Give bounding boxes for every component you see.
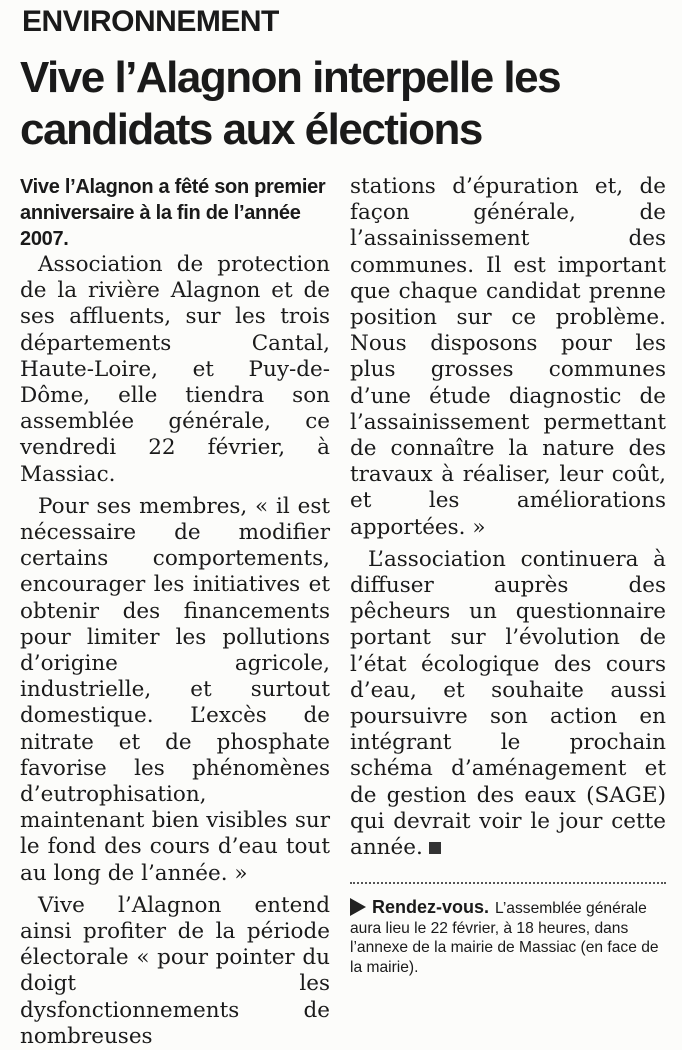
paragraph-association-plans-text: L’association continuera à diffuser auprès des pêcheurs un questionnaire portant sur l’évolution de l’état écologique des cours d’eau, et souhaite aussi poursuivre son action en intégrant le prochain schéma d’aménagement et de gestion des eaux (SAGE) qui devrait voir le jour cette année. [350, 546, 666, 861]
paragraph-election-continued: stations d’épuration et, de façon générale, de l’assainissement des communes. Il est important que chaque candidat prenne position sur ce problème. Nous disposons pour les plus grosses communes d’une étude diagnostic de l’assainissement permettant de connaître la nature des travaux à réaliser, leur coût, et les améliorations apportées. » [350, 174, 666, 540]
rendezvous-text: L’assemblée générale aura lieu le 22 février, à 18 heures, dans l’annexe de la mairie de Massiac (en face de la mairie). [350, 900, 659, 976]
paragraph-election-start: Vive l’Alagnon entend ainsi profiter de la période électorale « pour pointer du doigt les dysfonctionnements de nombreuses [20, 892, 330, 1049]
article-lead: Vive l’Alagnon a fêté son premier anniversaire à la fin de l’année 2007. [20, 176, 326, 250]
column-right [350, 174, 666, 861]
paragraph-association-plans [350, 547, 666, 861]
column-left [20, 174, 330, 1050]
article-headline: Vive l’Alagnon interpelle les candidats aux élections [20, 53, 561, 154]
paragraph-association: Association de protection de la rivière Alagnon et de ses affluents, sur les trois départements Cantal, Haute-Loire, et Puy-de-Dôme, elle tiendra son assemblée générale, ce vendredi 22 février, à Massiac. [20, 252, 330, 487]
section-rubric: ENVIRONNEMENT [22, 5, 279, 38]
rendezvous-label: Rendez-vous. [372, 897, 490, 917]
end-of-article-icon [429, 842, 441, 854]
arrow-right-icon [350, 898, 366, 916]
separator-rule [350, 882, 666, 884]
rendezvous-box [350, 898, 666, 977]
paragraph-members-quote: Pour ses membres, « il est nécessaire de modifier certains comportements, encourager les initiatives et obtenir des financements pour limiter les pollutions d’origine agricole, industrielle, et surtout domestique. L’excès de nitrate et de phosphate favorise les phénomènes d’eutrophisation, maintenant bien visibles sur le fond des cours d’eau tout au long de l’année. » [20, 493, 330, 886]
